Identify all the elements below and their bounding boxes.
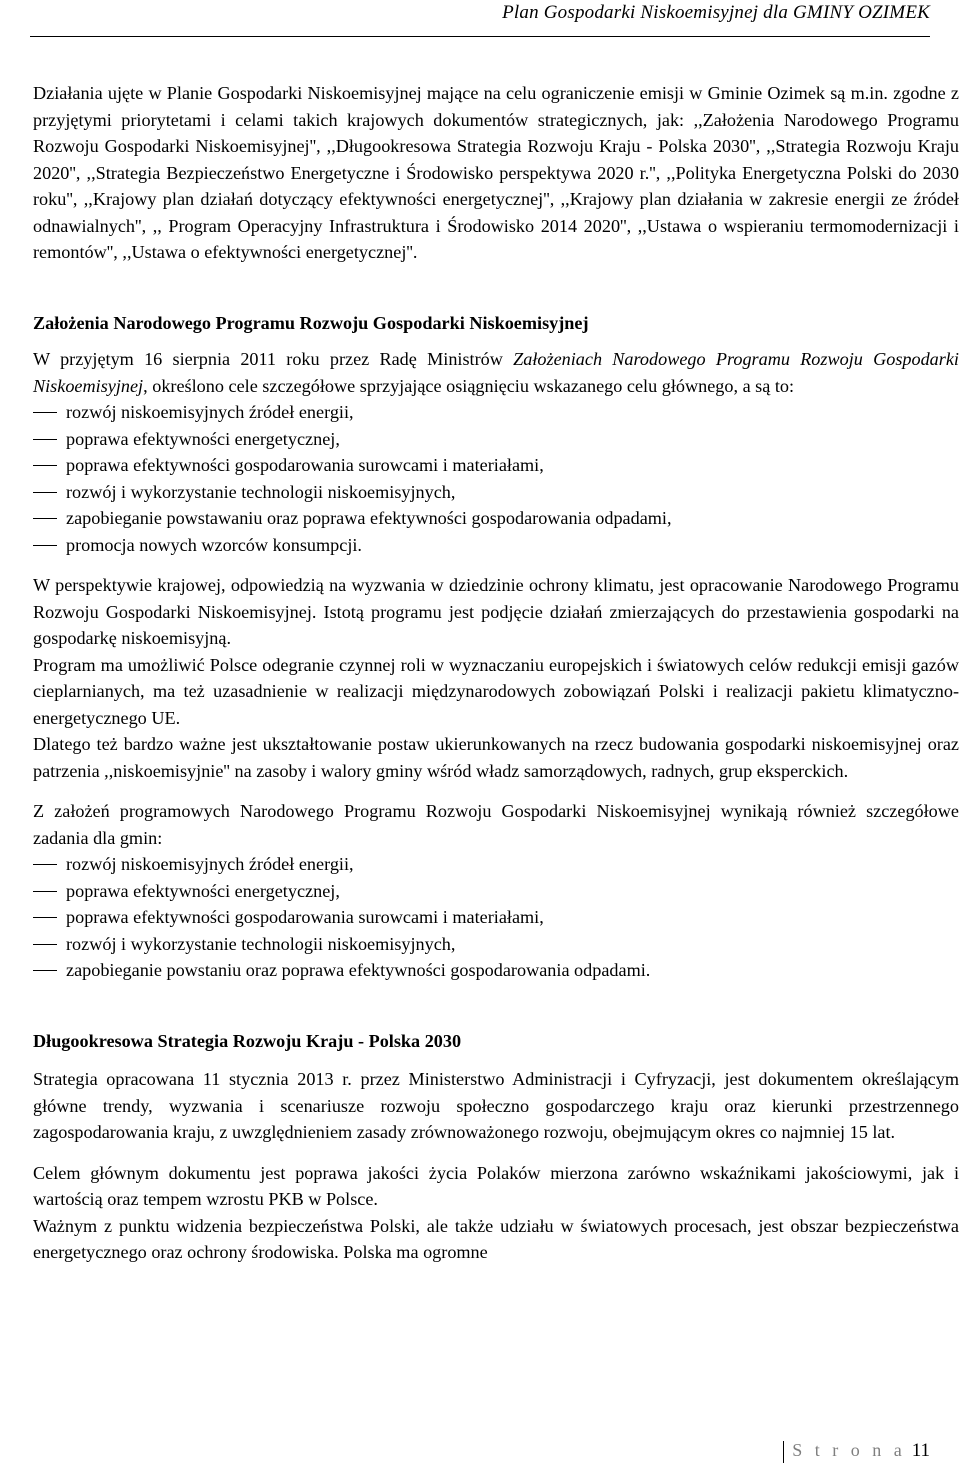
goals-list bbox=[33, 399, 959, 558]
section2-paragraph-2: Celem głównym dokumentu jest poprawa jakości życia Polaków mierzona zarówno wskaźnikami jakościowymi, jak i wartością oraz tempem wzrostu PKB w Polsce. bbox=[33, 1162, 959, 1209]
tasks-list bbox=[33, 851, 959, 984]
list-item: rozwój niskoemisyjnych źródeł energii, bbox=[33, 399, 959, 426]
section1-p1-start: W przyjętym 16 sierpnia 2011 roku przez Radę Ministrów bbox=[33, 349, 514, 369]
document-body bbox=[33, 80, 959, 1266]
list-item: promocja nowych wzorców konsumpcji. bbox=[33, 532, 959, 559]
section2-paragraph-3: Ważnym z punktu widzenia bezpieczeństwa Polski, ale także udziału w światowych procesach, jest obszar bezpieczeństwa energetycznego oraz ochrony środowiska. Polska ma ogromne bbox=[33, 1215, 959, 1262]
section1-paragraph-2a: W perspektywie krajowej, odpowiedzią na wyzwania w dziedzinie ochrony klimatu, jest opracowanie Narodowego Programu Rozwoju Gospodarki Niskoemisyjnej. Istotą programu jest podjęcie działań zmierzających do przestawienia gospodarki na gospodarkę niskoemisyjną. bbox=[33, 575, 959, 648]
list-item: rozwój i wykorzystanie technologii niskoemisyjnych, bbox=[33, 931, 959, 958]
list-item: rozwój i wykorzystanie technologii niskoemisyjnych, bbox=[33, 479, 959, 506]
section-heading-strategy-2030: Długookresowa Strategia Rozwoju Kraju - Polska 2030 bbox=[33, 1030, 462, 1051]
list-item: poprawa efektywności gospodarowania surowcami i materiałami, bbox=[33, 452, 959, 479]
list-item: rozwój niskoemisyjnych źródeł energii, bbox=[33, 851, 959, 878]
list-item: poprawa efektywności gospodarowania surowcami i materiałami, bbox=[33, 904, 959, 931]
section1-paragraph-2b: Program ma umożliwić Polsce odegranie czynnej roli w wyznaczaniu europejskich i światowych celów redukcji emisji gazów cieplarnianych, ma też uzasadnienie w realizacji międzynarodowych zobowiązań Polski i realizacji pakietu klimatyczno-energetycznego UE. bbox=[33, 654, 959, 728]
header-title: Plan Gospodarki Niskoemisyjnej dla GMINY OZIMEK bbox=[502, 2, 930, 23]
list-item: zapobieganie powstaniu oraz poprawa efektywności gospodarowania odpadami. bbox=[33, 957, 959, 984]
intro-paragraph: Działania ujęte w Planie Gospodarki Niskoemisyjnej mające na celu ograniczenie emisji w Gminie Ozimek są m.in. zgodne z przyjętymi priorytetami i celami takich krajowych dokumentów strategicznych, jak: ,,Założenia Narodowego Programu Rozwoju Gospodarki Niskoemisyjnej'', ,,Długookresowa Strategia Rozwoju Kraju - Polska 2030'', ,,Strategia Rozwoju Kraju 2020'', ,,Strategia Bezpieczeństwo Energetyczne i Środowisko perspektywa 2020 r.'', ,,Polityka Energetyczna Polski do 2030 roku'', ,,Krajowy plan działań dotyczący efektywności energetycznej'', ,,Krajowy plan działania w zakresie energii ze źródeł odnawialnych'', ,, Program Operacyjny Infrastruktura i Środowisko 2014 2020'', ,,Ustawa o wspieraniu termomodernizacji i remontów'', ,,Ustawa o efektywności energetycznej''. bbox=[33, 83, 959, 262]
section2-paragraph-1: Strategia opracowana 11 stycznia 2013 r. przez Ministerstwo Administracji i Cyfryzacji, jest dokumentem określającym główne trendy, wyzwania i scenariusze rozwoju społeczno gospodarczego kraju oraz kierunki przestrzennego zagospodarowania kraju, z uwzględnieniem zasady zrównoważonego rozwoju, obejmującym okres co najmniej 15 lat. bbox=[33, 1069, 959, 1142]
page-header bbox=[0, 0, 960, 40]
page-footer bbox=[783, 1440, 930, 1463]
page-number: 11 bbox=[911, 1440, 930, 1461]
section-heading-npr: Założenia Narodowego Programu Rozwoju Gospodarki Niskoemisyjnej bbox=[33, 312, 589, 333]
list-item: zapobieganie powstawaniu oraz poprawa efektywności gospodarowania odpadami, bbox=[33, 505, 959, 532]
section1-paragraph-3: Z założeń programowych Narodowego Programu Rozwoju Gospodarki Niskoemisyjnej wynikają również szczegółowe zadania dla gmin: bbox=[33, 801, 959, 848]
section1-paragraph-2c: Dlatego też bardzo ważne jest ukształtowanie postaw ukierunkowanych na rzecz budowania gospodarki niskoemisyjnej oraz patrzenia ,,niskoemisyjnie'' na zasoby i walory gminy wśród władz samorządowych, radnych, grup eksperckich. bbox=[33, 734, 959, 781]
footer-divider bbox=[783, 1441, 784, 1463]
header-rule bbox=[30, 36, 930, 37]
section1-paragraph-1 bbox=[33, 346, 959, 399]
list-item: poprawa efektywności energetycznej, bbox=[33, 878, 959, 905]
section1-p1-end: , określono cele szczegółowe sprzyjające osiągnięciu wskazanego celu głównego, a są to: bbox=[143, 375, 795, 396]
list-item: poprawa efektywności energetycznej, bbox=[33, 426, 959, 453]
section1-p1-italic: Założeniach Narodowego Programu Rozwoju Gospodarki Niskoemisyjnej bbox=[33, 349, 959, 396]
footer-label: S t r o n a bbox=[792, 1440, 906, 1460]
